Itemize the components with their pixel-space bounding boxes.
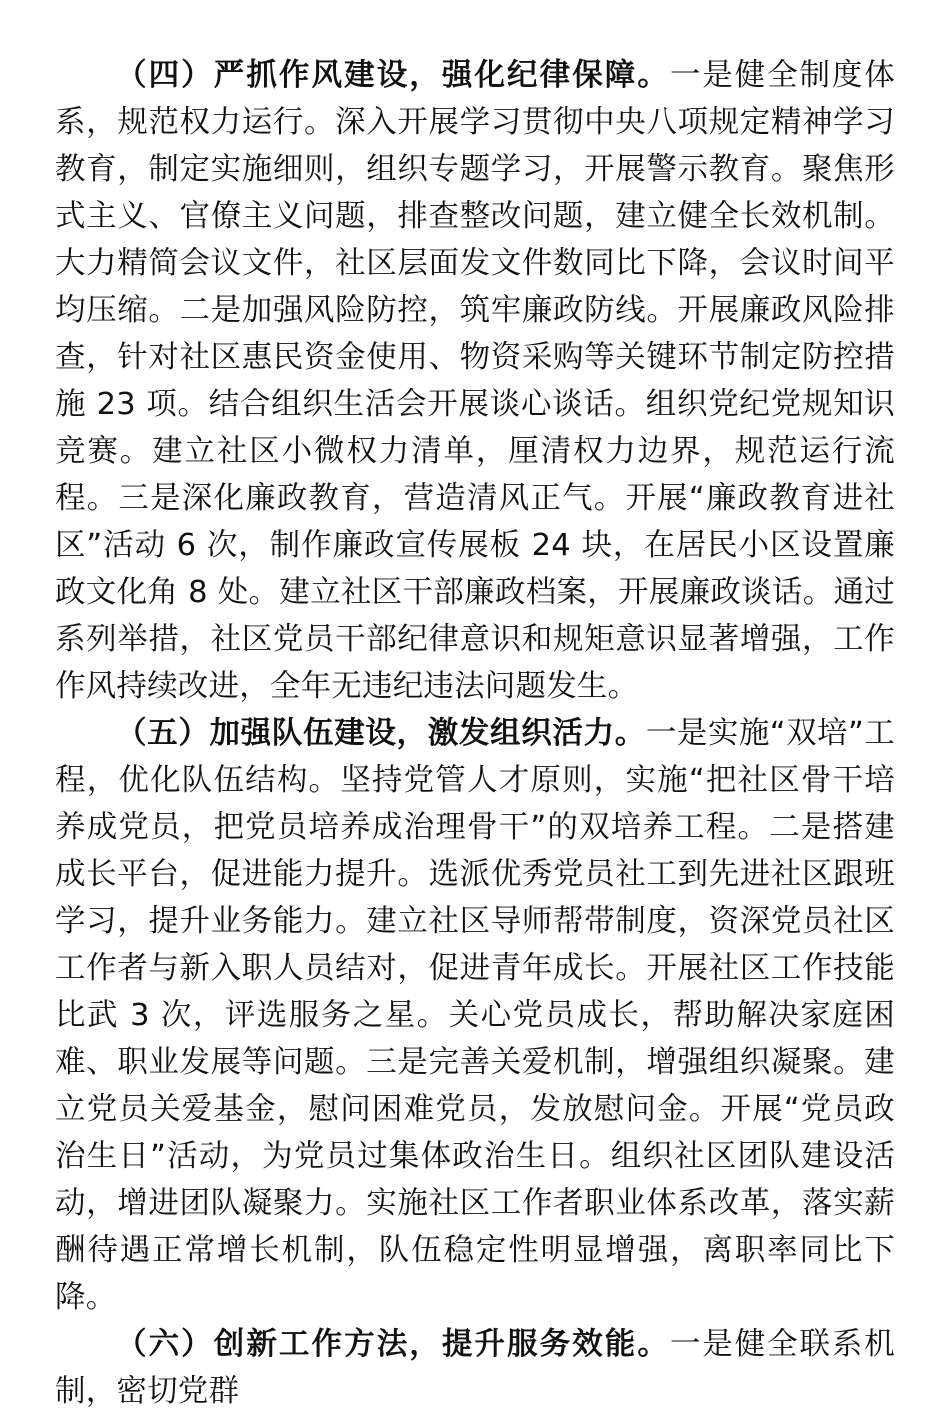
- section-body-5: 一是实施“双培”工程，优化队伍结构。坚持党管人才原则，实施“把社区骨干培养成党员，把党员培养成治理骨干”的双培养工程。二是搭建成长平台，促进能力提升。选派优秀党员社工到先进社区跟班学习，提升业务能力。建立社区导师帮带制度，资深党员社区工作者与新入职人员结对，促进青年成长。开展社区工作技能比武 3 次，评选服务之星。关心党员成长，帮助解决家庭困难、职业发展等问题。三是完善关爱机制，增强组织凝聚。建立党员关爱基金，慰问困难党员，发放慰问金。开展“党员政治生日”活动，为党员过集体政治生日。组织社区团队建设活动，增进团队凝聚力。实施社区工作者职业体系改革，落实薪酬待遇正常增长机制，队伍稳定性明显增强，离职率同比下降。: [55, 716, 895, 1315]
- paragraph-section-5: [55, 710, 895, 1321]
- paragraph-section-6: [55, 1321, 895, 1415]
- section-body-6: 一是健全联系机制，密切党群: [55, 1327, 895, 1409]
- section-heading-5: （五）加强队伍建设，激发组织活力。: [116, 716, 646, 751]
- paragraph-section-4: [55, 52, 895, 710]
- document-body: [55, 52, 895, 1415]
- section-heading-6: （六）创新工作方法，提升服务效能。: [116, 1327, 670, 1362]
- section-heading-4: （四）严抓作风建设，强化纪律保障。: [116, 58, 670, 93]
- section-body-4: 一是健全制度体系，规范权力运行。深入开展学习贯彻中央八项规定精神学习教育，制定实施细则，组织专题学习，开展警示教育。聚焦形式主义、官僚主义问题，排查整改问题，建立健全长效机制。大力精简会议文件，社区层面发文件数同比下降，会议时间平均压缩。二是加强风险防控，筑牢廉政防线。开展廉政风险排查，针对社区惠民资金使用、物资采购等关键环节制定防控措施 23 项。结合组织生活会开展谈心谈话。组织党纪党规知识竞赛。建立社区小微权力清单，厘清权力边界，规范运行流程。三是深化廉政教育，营造清风正气。开展“廉政教育进社区”活动 6 次，制作廉政宣传展板 24 块，在居民小区设置廉政文化角 8 处。建立社区干部廉政档案，开展廉政谈话。通过系列举措，社区党员干部纪律意识和规矩意识显著增强，工作作风持续改进，全年无违纪违法问题发生。: [55, 58, 895, 704]
